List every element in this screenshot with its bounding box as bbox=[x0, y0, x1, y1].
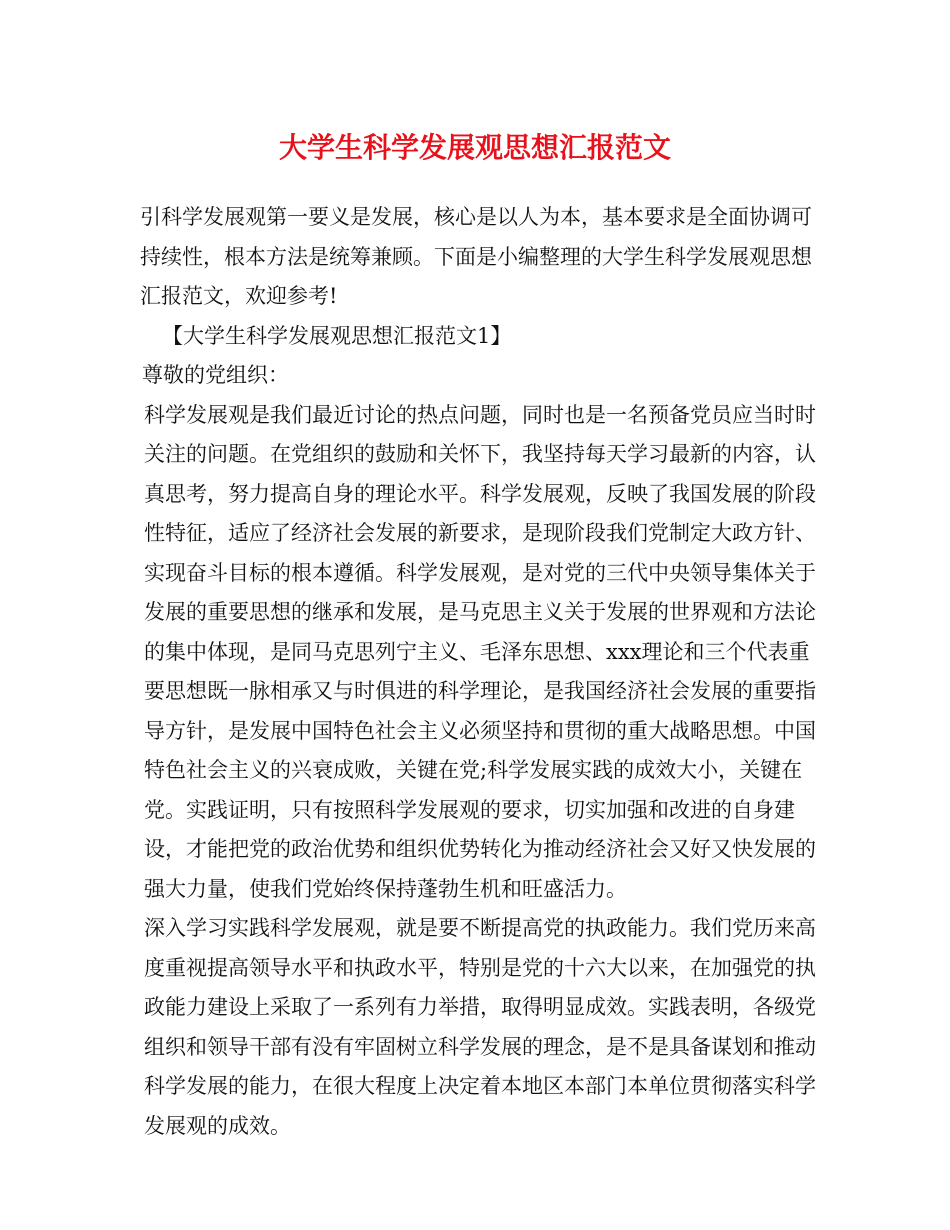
document-body bbox=[140, 198, 820, 1146]
section-heading: 【大学生科学发展观思想汇报范文1】 bbox=[162, 323, 512, 348]
intro-paragraph: 引科学发展观第一要义是发展，核心是以人为本，基本要求是全面协调可持续性，根本方法是统筹兼顾。下面是小编整理的大学生科学发展观思想汇报范文，欢迎参考! bbox=[140, 205, 812, 308]
body-paragraph-1: 科学发展观是我们最近讨论的热点问题，同时也是一名预备党员应当时时关注的问题。在党组织的鼓励和关怀下，我坚持每天学习最新的内容，认真思考，努力提高自身的理论水平。科学发展观，反映了我国发展的阶段性特征，适应了经济社会发展的新要求，是现阶段我们党制定大政方针、实现奋斗目标的根本遵循。科学发展观，是对党的三代中央领导集体关于发展的重要思想的继承和发展，是马克思主义关于发展的世界观和方法论的集中体现，是同马克思列宁主义、毛泽东思想、xxx理论和三个代表重要思想既一脉相承又与时俱进的科学理论，是我国经济社会发展的重要指导方针，是发展中国特色社会主义必须坚持和贯彻的重大战略思想。中国特色社会主义的兴衰成败，关键在党;科学发展实践的成效大小，关键在党。实践证明，只有按照科学发展观的要求，切实加强和改进的自身建设，才能把党的政治优势和组织优势转化为推动经济社会又好又快发展的强大力量，使我们党始终保持蓬勃生机和旺盛活力。 bbox=[144, 402, 816, 901]
salutation: 尊敬的党组织： bbox=[142, 363, 289, 387]
body-paragraph-2: 深入学习实践科学发展观，就是要不断提高党的执政能力。我们党历来高度重视提高领导水平和执政水平，特别是党的十六大以来，在加强党的执政能力建设上采取了一系列有力举措，取得明显成效。实践表明，各级党组织和领导干部有没有牢固树立科学发展的理念，是不是具备谋划和推动科学发展的能力，在很大程度上决定着本地区本部门本单位贯彻落实科学发展观的成效。 bbox=[144, 916, 816, 1138]
document-title: 大学生科学发展观思想汇报范文 bbox=[278, 131, 671, 164]
